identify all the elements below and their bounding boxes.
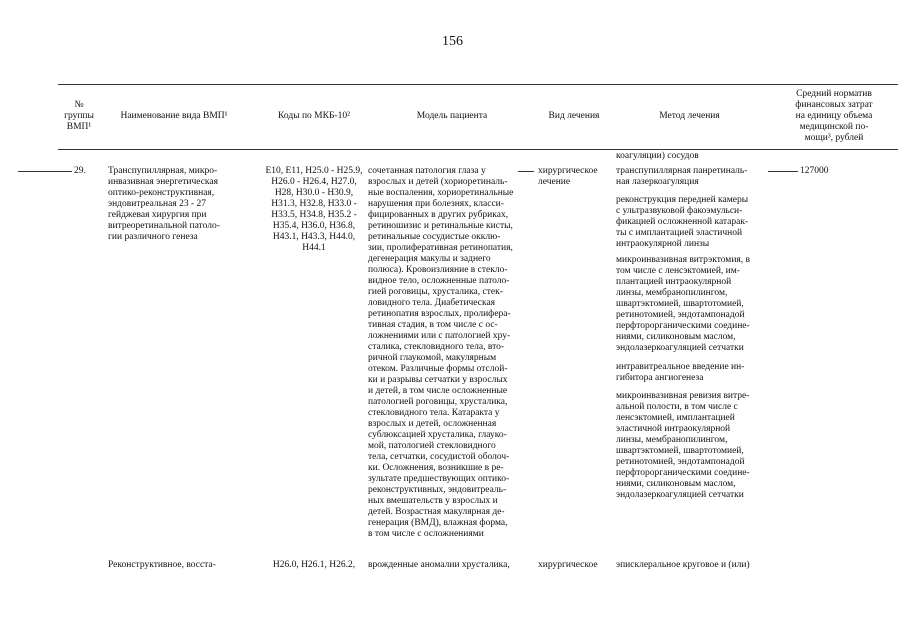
next-row-treatment-type: хирургическое (538, 560, 598, 570)
method-item: микроинвазивная витрэктомия, в том числе с ленсэктомией, им- плантацией интраокулярной линзы, мембранопилингом, швартэктомией, швартотомией, ретинотомией, эндотампонадой перфторорганическими соедине- ниями, силиконовым маслом, эндолазеркоагуляцией сетчатки (616, 255, 751, 353)
header-average-cost: Средний норматив финансовых затрат на единицу объема медицинской по- мощи³, рублей (795, 88, 873, 143)
next-row-vmp-name: Реконструктивное, восста- (108, 560, 216, 570)
page-number: 156 (442, 34, 463, 49)
header-group-number: № группы ВМП¹ (64, 99, 94, 132)
next-row-treatment-method: эписклеральное круговое и (или) (616, 560, 750, 570)
method-cost-dash (768, 171, 798, 172)
row-number-dash (18, 171, 72, 172)
method-item: интравитреальное введение ин- гибитора ангиогенеза (616, 362, 745, 383)
header-treatment-method: Метод лечения (659, 110, 720, 121)
header-vmp-name: Наименование вида ВМП¹ (120, 110, 228, 121)
method-item: транспупиллярная панретиналь- ная лазеркоагуляция (616, 166, 748, 187)
next-row-patient-model: врожденные аномалии хрусталика, (368, 560, 510, 570)
row-vmp-name: Транспупиллярная, микро- инвазивная энергетическая оптико-реконструктивная, эндовитреальная 23 - 27 гейджевая хирургия при витреоретинальной патоло- гии различного генеза (108, 166, 220, 242)
row-group-number: 29. (74, 166, 86, 176)
row-average-cost: 127000 (800, 166, 829, 176)
header-icd-codes: Коды по МКБ-10² (278, 110, 350, 121)
model-type-dash (518, 171, 534, 172)
header-treatment-type: Вид лечения (548, 110, 600, 121)
method-item: реконструкция передней камеры с ультразвуковой факоэмульси- фикацией осложненной катарак- ты с имплантацией эластичной интраокулярной линзы (616, 195, 749, 249)
table-header-rule (58, 149, 898, 150)
row-patient-model: сочетанная патология глаза у взрослых и детей (хориоретиналь- ные воспаления, хориоретинальные нарушения при болезнях, класси- фицированных в других рубриках, ретиношизис и ретинальные кисты, ретинальные сосудистые окклю- зии, пролиферативная ретинопатия, дегенерация макулы и заднего полюса). Кровоизлияние в стекло- видное тело, осложненные патоло- гией роговицы, хрусталика, стек- ловидного тела. Диабетическая ретинопатия взрослых, пролифера- тивная стадия, в том числе с ос- ложнениями или с патологией хру- сталика, стекловидного тела, вто- ричной глаукомой, макулярным отеком. Различные формы отслой- ки и разрывы сетчатки у взрослых и детей, в том числе осложненные патологией роговицы, хрусталика, стекловидного тела. Катаракта у взрослых и детей, осложненная сублюксацией хрусталика, глауко- мой, патологией стекловидного тела, сетчатки, сосудистой оболоч- ки. Осложнения, возникшие в ре- зультате предшествующих оптико- реконструктивных, эндовитреаль- ных вмешательств у взрослых и детей. Возрастная макулярная де- генерация (ВМД), влажная форма, в том числе с осложнениями (368, 166, 514, 539)
next-row-icd-codes: H26.0, H26.1, H26.2, (272, 560, 356, 570)
row-treatment-type: хирургическое лечение (538, 166, 598, 187)
carryover-text: коагуляции) сосудов (616, 151, 699, 161)
table-top-rule (58, 84, 898, 85)
method-item: микроинвазивная ревизия витре- альной полости, в том числе с ленсэктомией, имплантацией эластичной интраокулярной линзы, мембранопилингом, швартэктомией, швартотомией, ретинотомией, эндотампонадой перфторорганическими соедине- ниями, силиконовым маслом, эндолазеркоагуляцией сетчатки (616, 391, 750, 500)
row-icd-codes: E10, E11, H25.0 - H25.9, H26.0 - H26.4, H27.0, H28, H30.0 - H30.9, H31.3, H32.8, H33.0 - H33.5, H34.8, H35.2 - H35.4, H36.0, H36.8, H43.1, H43.3, H44.0, H44.1 (265, 166, 363, 253)
header-patient-model: Модель пациента (416, 110, 488, 121)
